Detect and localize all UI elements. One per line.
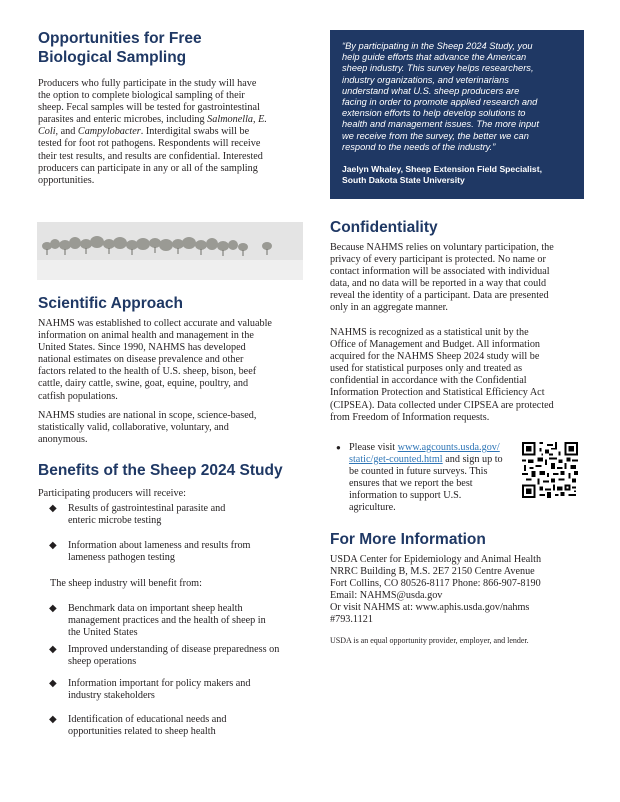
confidentiality-line: privacy of every participant is protected. No name or xyxy=(330,254,546,266)
testimonial-attribution xyxy=(342,164,578,185)
opportunities-line: sheep. Fecal samples will be tested for gastrointestinal xyxy=(38,102,260,114)
signup-link[interactable]: static/get-counted.html xyxy=(349,454,443,466)
text-run: parasites and enteric microbes, including xyxy=(38,114,208,126)
confidentiality-line: confidential in accordance with the Confidential xyxy=(330,375,527,387)
opportunities-line: their test results, and results are confidential. Interested xyxy=(38,150,263,162)
text-run: Please visit xyxy=(349,442,398,453)
scientific-line: NAHMS studies are national in scope, science-based, xyxy=(38,410,257,421)
scientific-line: information on animal health and management in the xyxy=(38,330,254,342)
publication-number: #793.1121 xyxy=(330,614,373,626)
contact-line: USDA Center for Epidemiology and Animal Health xyxy=(330,554,542,565)
signup-line: ensures that we report the best xyxy=(349,478,473,490)
opportunities-heading-line1: Opportunities for Free xyxy=(38,30,202,47)
diamond-bullet-icon: ◆ xyxy=(49,540,57,551)
confidentiality-line: NAHMS is recognized as a statistical unit by the xyxy=(330,327,529,338)
text-run: and sign up to xyxy=(442,454,503,466)
opportunities-line: producers can participate in any or all of the sampling xyxy=(38,162,258,174)
confidentiality-heading: Confidentiality xyxy=(330,219,438,236)
benefit-item-line: industry stakeholders xyxy=(68,690,155,702)
scientific-line: national estimates on disease prevalence and other xyxy=(38,354,244,366)
benefit-item-line: sheep operations xyxy=(68,656,137,668)
benefit-item-line: Information important for policy makers and xyxy=(68,678,251,689)
qr-code-icon[interactable] xyxy=(522,442,578,498)
opportunities-body xyxy=(38,78,306,187)
sheep-flock-illustration xyxy=(37,222,303,280)
quote-line: respond to the needs of the industry.” xyxy=(342,141,496,152)
organism-name: Campylobacter xyxy=(77,126,141,138)
diamond-bullet-icon: ◆ xyxy=(49,503,57,514)
benefit-item-line: opportunities related to sheep health xyxy=(68,726,216,738)
benefit-item xyxy=(68,714,308,738)
quote-line: understand what U.S. sheep producers are xyxy=(342,85,520,96)
benefits-producer-intro: Participating producers will receive: xyxy=(38,488,186,499)
confidentiality-line: acquired for the NAHMS Sheep 2024 study will be xyxy=(330,351,540,363)
text-run: and xyxy=(58,126,78,138)
organism-name: Salmonella, E. xyxy=(207,114,267,126)
confidentiality-line: (CIPSEA). Data collected under CIPSEA are protected xyxy=(330,399,554,411)
confidentiality-line: only in an aggregate manner. xyxy=(330,302,448,314)
testimonial-quote xyxy=(342,41,578,153)
quote-line: sheep industry. This survey helps researchers, xyxy=(342,63,534,74)
contact-line: Fort Collins, CO 80526-8117 Phone: 866-907-8190 xyxy=(330,578,541,590)
signup-line xyxy=(349,454,521,466)
quote-line: extension efforts to help develop solutions to xyxy=(342,108,526,119)
benefit-item-line: Information about lameness and results from xyxy=(68,540,251,551)
opportunities-line: opportunities. xyxy=(38,174,95,186)
quote-line: health and management issues. The more input xyxy=(342,119,539,130)
quote-line: help guide efforts that advance the American xyxy=(342,52,527,63)
diamond-bullet-icon: ◆ xyxy=(49,714,57,725)
signup-line xyxy=(349,442,521,454)
opportunities-line xyxy=(38,126,306,138)
signup-line: information to support U.S. xyxy=(349,490,462,502)
contact-line: NRRC Building B, M.S. 2E7 2150 Centre Avenue xyxy=(330,566,535,578)
benefit-item-line: lameness pathogen testing xyxy=(68,552,175,564)
more-info-heading: For More Information xyxy=(330,531,486,548)
signup-link[interactable]: www.agcounts.usda.gov/ xyxy=(397,442,500,453)
confidentiality-paragraph-1 xyxy=(330,242,590,315)
opportunities-heading xyxy=(38,29,202,67)
quote-line: we receive from the survey, the better we can xyxy=(342,130,529,141)
diamond-bullet-icon: ◆ xyxy=(49,603,57,614)
benefit-item-line: Benchmark data on important sheep health xyxy=(68,603,243,614)
signup-item xyxy=(349,442,521,515)
benefit-item xyxy=(68,678,308,702)
opportunities-line: Producers who fully participate in the study will have xyxy=(38,78,257,89)
confidentiality-paragraph-2 xyxy=(330,327,590,424)
contact-website[interactable]: Or visit NAHMS at: www.aphis.usda.gov/nahms xyxy=(330,602,530,614)
opportunities-line: tested for foot rot pathogens. Respondents will receive xyxy=(38,138,261,150)
benefits-heading: Benefits of the Sheep 2024 Study xyxy=(38,462,283,479)
confidentiality-line: contact information will be associated with individual xyxy=(330,266,550,278)
attribution-line: South Dakota State University xyxy=(342,174,465,185)
diamond-bullet-icon: ◆ xyxy=(49,678,57,689)
bullet-dot-icon: ● xyxy=(336,443,341,452)
diamond-bullet-icon: ◆ xyxy=(49,644,57,655)
scientific-line: catfish populations. xyxy=(38,390,118,402)
confidentiality-line: from Freedom of Information requests. xyxy=(330,411,490,423)
benefit-item xyxy=(68,644,308,668)
scientific-line: factors related to the health of U.S. sheep, bison, beef xyxy=(38,366,257,378)
equal-opportunity-disclaimer: USDA is an equal opportunity provider, employer, and lender. xyxy=(330,636,529,645)
scientific-line: anonymous. xyxy=(38,434,88,446)
benefit-item xyxy=(68,603,308,639)
confidentiality-line: Because NAHMS relies on voluntary participation, the xyxy=(330,242,554,253)
attribution-line: Jaelyn Whaley, Sheep Extension Field Specialist, xyxy=(342,164,542,174)
scientific-heading: Scientific Approach xyxy=(38,295,183,312)
confidentiality-line: Office of Management and Budget. All information xyxy=(330,339,541,351)
text-run: . Interdigital swabs will be xyxy=(140,126,250,138)
opportunities-heading-line2: Biological Sampling xyxy=(38,49,187,66)
benefits-industry-intro: The sheep industry will benefit from: xyxy=(50,578,202,589)
benefit-item xyxy=(68,540,308,564)
quote-line: industry organizations, and veterinarians xyxy=(342,74,509,85)
scientific-line: statistically valid, collaborative, voluntary, and xyxy=(38,422,229,434)
opportunities-line: the option to complete biological sampling of their xyxy=(38,90,245,102)
benefit-item-line: management practices and the health of sheep in xyxy=(68,615,266,627)
scientific-line: United States. Since 1990, NAHMS has developed xyxy=(38,342,246,354)
confidentiality-line: reveal the identity of a participant. Data are presented xyxy=(330,290,549,302)
scientific-line: cattle, dairy cattle, swine, goat, equine, poultry, and xyxy=(38,378,249,390)
quote-line: facing in order to promote applied research and xyxy=(342,97,538,108)
signup-line: be counted in future surveys. This xyxy=(349,466,488,478)
sheep-flock-photo xyxy=(37,222,303,280)
confidentiality-line: data, and no data will be reported in a way that could xyxy=(330,278,547,290)
confidentiality-line: Information Protection and Statistical Efficiency Act xyxy=(330,387,545,399)
contact-email[interactable]: Email: NAHMS@usda.gov xyxy=(330,590,443,602)
benefit-item-line: the United States xyxy=(68,627,138,639)
contact-block xyxy=(330,554,600,627)
quote-line: “By participating in the Sheep 2024 Study, you xyxy=(342,41,533,51)
benefit-item-line: Identification of educational needs and xyxy=(68,714,227,725)
signup-line: agriculture. xyxy=(349,502,396,514)
benefit-item xyxy=(68,503,308,527)
scientific-paragraph-1 xyxy=(38,318,306,403)
benefit-item-line: Results of gastrointestinal parasite and xyxy=(68,503,226,514)
benefit-item-line: enteric microbe testing xyxy=(68,515,162,527)
organism-name: Coli, xyxy=(38,126,59,138)
opportunities-line xyxy=(38,114,306,126)
confidentiality-line: used for statistical purposes only and treated as xyxy=(330,363,523,375)
testimonial-box xyxy=(330,30,584,199)
benefit-item-line: Improved understanding of disease preparedness on xyxy=(68,644,280,655)
scientific-paragraph-2 xyxy=(38,410,306,446)
scientific-line: NAHMS was established to collect accurate and valuable xyxy=(38,318,272,329)
